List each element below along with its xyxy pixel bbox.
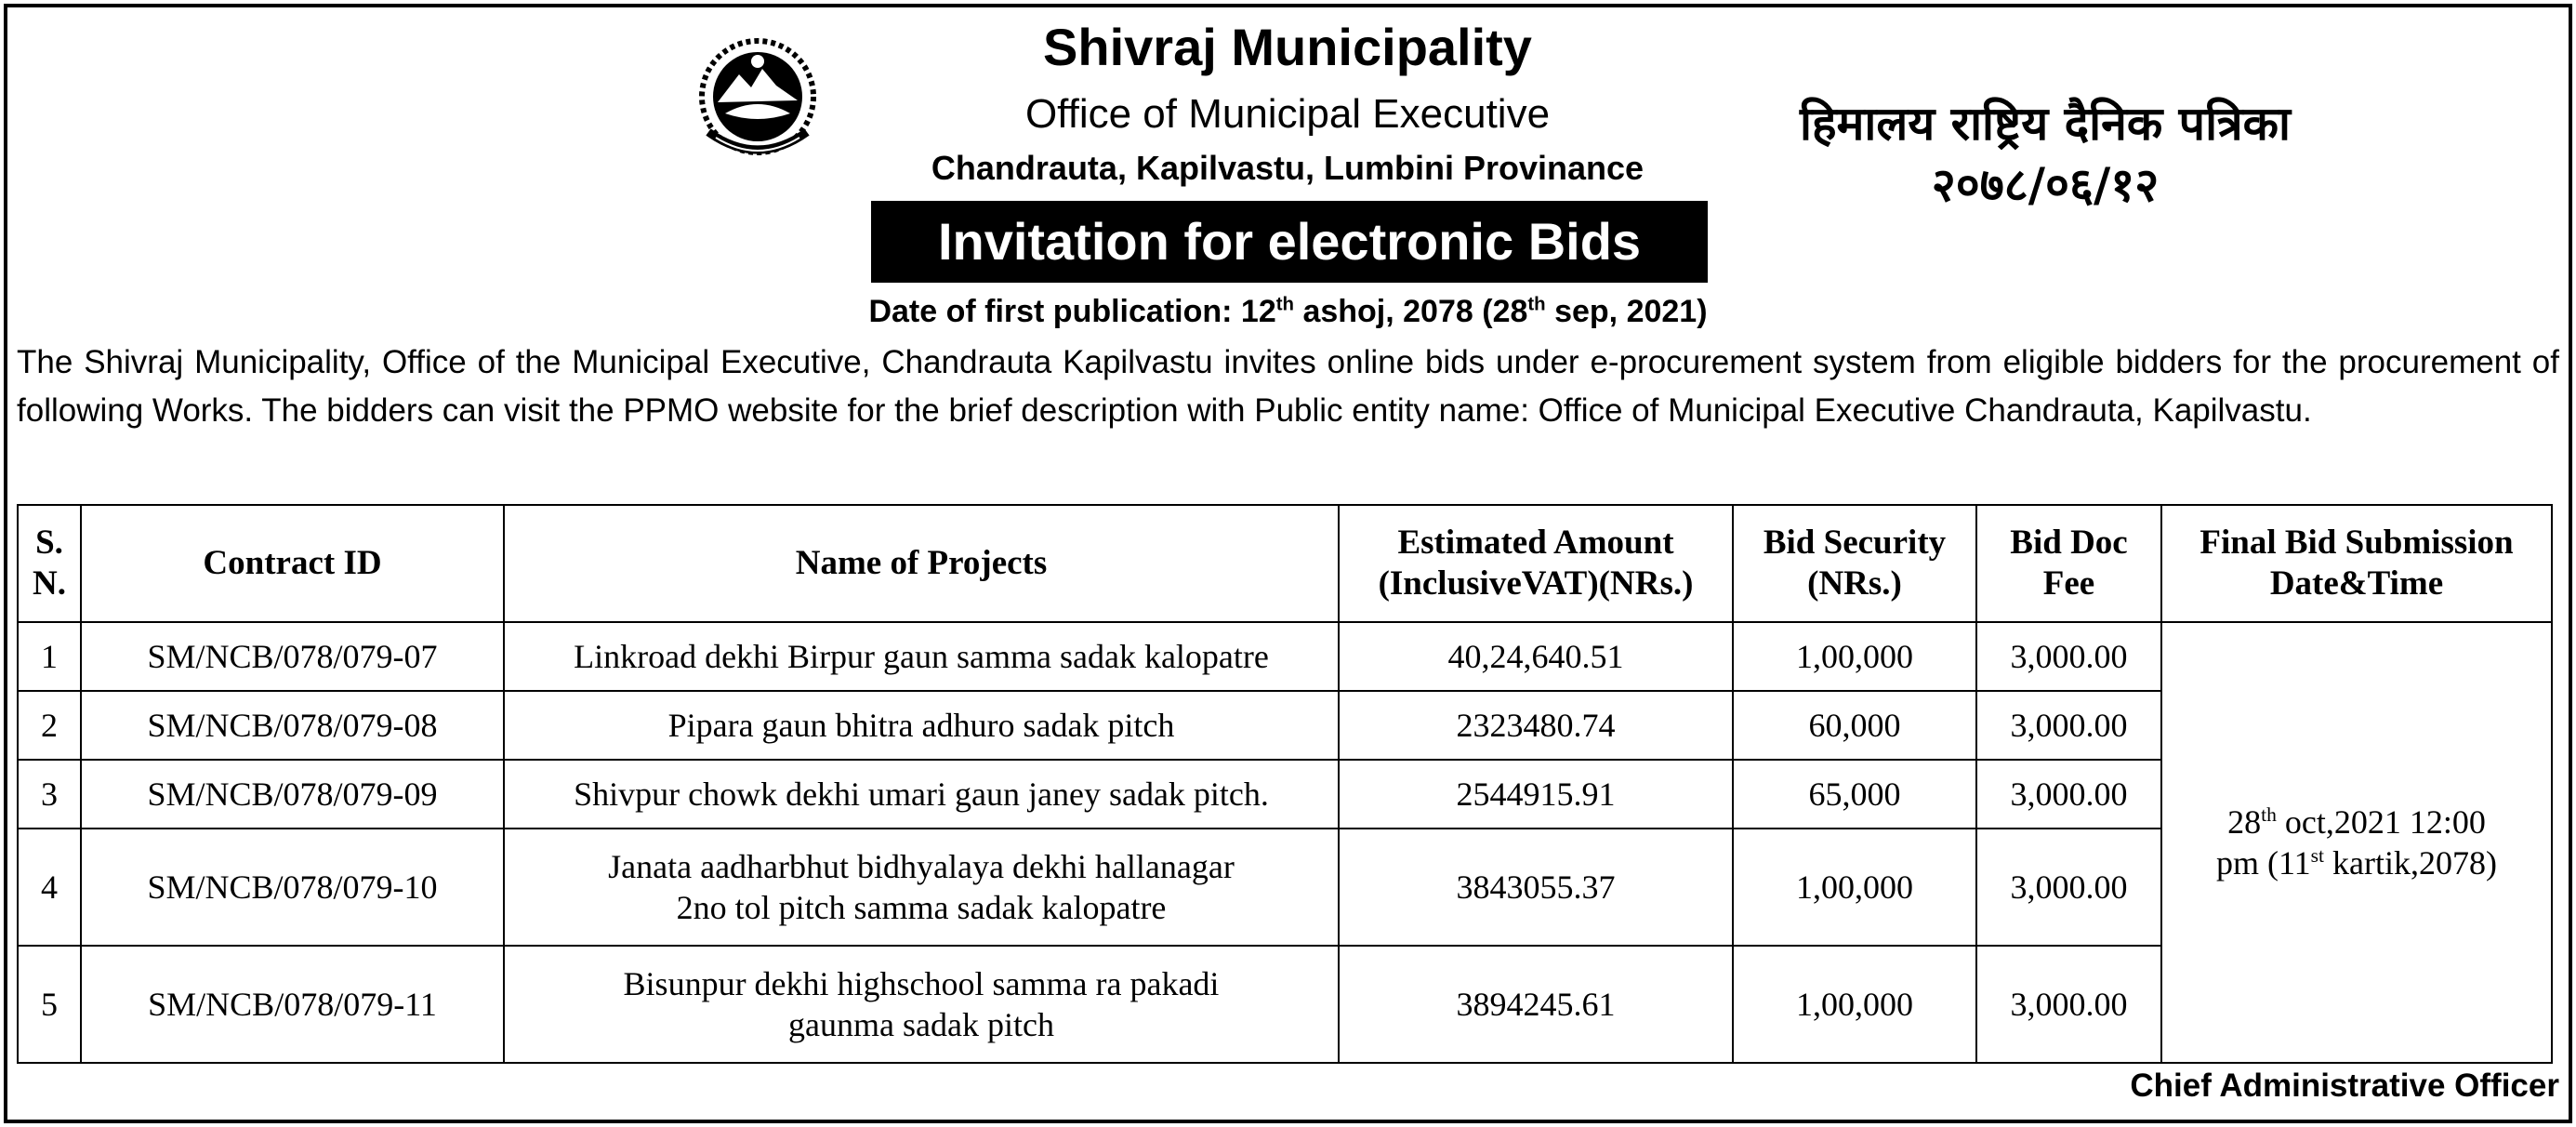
office-name: Office of Municipal Executive <box>1024 91 1551 137</box>
row-security: 65,000 <box>1733 760 1976 829</box>
publication-day-suffix: th <box>1275 294 1294 315</box>
row-project: Pipara gaun bhitra adhuro sadak pitch <box>504 691 1339 760</box>
header-deadline: Final Bid Submission Date&Time <box>2161 505 2552 622</box>
row-project: Janata aadharbhut bidhyalaya dekhi hallanagar 2no tol pitch samma sadak kalopatre <box>504 829 1339 946</box>
row-contract-id: SM/NCB/078/079-09 <box>81 760 504 829</box>
row-sn: 3 <box>18 760 81 829</box>
row-amount: 2323480.74 <box>1339 691 1733 760</box>
header-contract-id: Contract ID <box>81 505 504 622</box>
publication-label: Date of first publication <box>868 294 1222 329</box>
row-security: 1,00,000 <box>1733 622 1976 691</box>
row-contract-id: SM/NCB/078/079-10 <box>81 829 504 946</box>
row-fee: 3,000.00 <box>1976 946 2161 1063</box>
publication-date: Date of first publication: 12th ashoj, 2078 (28th sep, 2021) <box>868 294 1708 329</box>
table-header-row <box>18 505 2552 622</box>
row-amount: 3894245.61 <box>1339 946 1733 1063</box>
row-project: Linkroad dekhi Birpur gaun samma sadak kalopatre <box>504 622 1339 691</box>
row-fee: 3,000.00 <box>1976 829 2161 946</box>
municipality-title: Shivraj Municipality <box>1043 18 1532 76</box>
nepal-government-emblem-icon <box>688 28 827 173</box>
row-amount: 40,24,640.51 <box>1339 622 1733 691</box>
row-fee: 3,000.00 <box>1976 760 2161 829</box>
row-project: Bisunpur dekhi highschool samma ra pakadi gaunma sadak pitch <box>504 946 1339 1063</box>
row-sn: 1 <box>18 622 81 691</box>
row-amount: 2544915.91 <box>1339 760 1733 829</box>
publication-eng-date: sep, 2021) <box>1554 294 1708 329</box>
row-fee: 3,000.00 <box>1976 622 2161 691</box>
row-project: Shivpur chowk dekhi umari gaun janey sadak pitch. <box>504 760 1339 829</box>
newspaper-date: २०७८/०६/१२ <box>1931 158 2160 212</box>
table-row <box>18 622 2552 691</box>
header-sn: S. N. <box>18 505 81 622</box>
newspaper-name: हिमालय राष्ट्रिय दैनिक पत्रिका <box>1800 97 2291 151</box>
final-submission-datetime: 28th oct,2021 12:00 pm (11st kartik,2078) <box>2161 622 2552 1063</box>
row-fee: 3,000.00 <box>1976 691 2161 760</box>
header-security: Bid Security (NRs.) <box>1733 505 1976 622</box>
header-fee: Bid Doc Fee <box>1976 505 2161 622</box>
bids-table <box>17 504 2553 1064</box>
row-contract-id: SM/NCB/078/079-08 <box>81 691 504 760</box>
row-contract-id: SM/NCB/078/079-07 <box>81 622 504 691</box>
row-contract-id: SM/NCB/078/079-11 <box>81 946 504 1063</box>
row-security: 1,00,000 <box>1733 829 1976 946</box>
publication-eng-day: 28 <box>1492 294 1528 329</box>
newspaper-stamp <box>1785 93 2305 216</box>
intro-paragraph: The Shivraj Municipality, Office of the Municipal Executive, Chandrauta Kapilvastu invites online bids under e-procurement system from eligible bidders for the procurement of following Works. The bidders can visit the PPMO website for the brief description with Public entity name: Office of Municipal Executive Chandrauta, Kapilvastu. <box>17 344 2559 429</box>
row-amount: 3843055.37 <box>1339 829 1733 946</box>
publication-day: 12 <box>1240 294 1276 329</box>
row-sn: 5 <box>18 946 81 1063</box>
signatory: Chief Administrative Officer <box>2130 1067 2559 1104</box>
publication-eng-suffix: th <box>1527 294 1546 315</box>
row-security: 60,000 <box>1733 691 1976 760</box>
office-address: Chandrauta, Kapilvastu, Lumbini Provinance <box>931 149 1645 187</box>
notice-banner: Invitation for electronic Bids <box>871 201 1708 283</box>
header-project: Name of Projects <box>504 505 1339 622</box>
publication-nepali-date: ashoj, 2078 ( <box>1302 294 1493 329</box>
row-security: 1,00,000 <box>1733 946 1976 1063</box>
row-sn: 2 <box>18 691 81 760</box>
header-amount: Estimated Amount (InclusiveVAT)(NRs.) <box>1339 505 1733 622</box>
row-sn: 4 <box>18 829 81 946</box>
